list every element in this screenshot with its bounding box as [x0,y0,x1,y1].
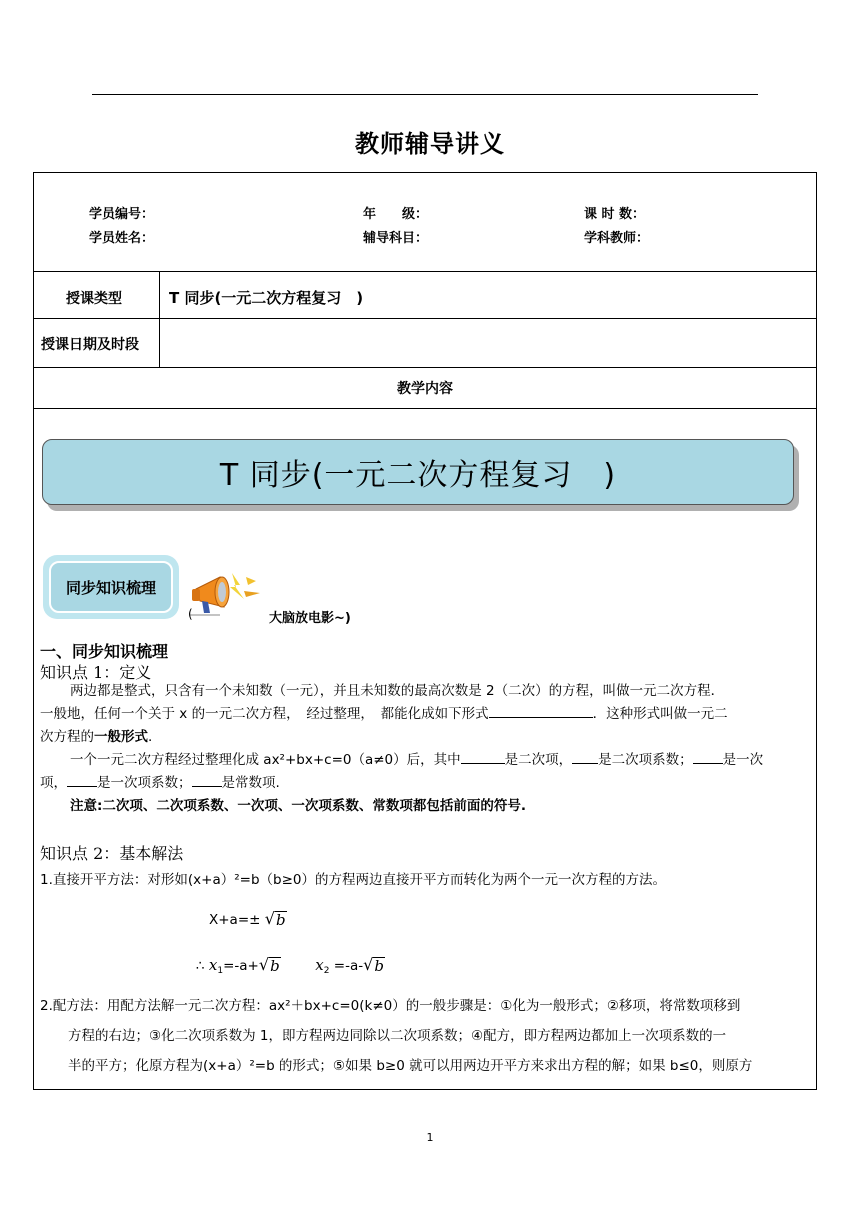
subject-label: 辅导科目： [363,231,429,246]
row-divider [34,408,816,409]
teaching-content-header: 教学内容 [397,381,453,397]
document-title: 教师辅导讲义 [355,130,505,158]
answer-blank[interactable] [489,703,593,718]
megaphone-icon [190,571,264,619]
student-name-label: 学员姓名： [89,231,155,246]
lesson-table [33,172,817,1090]
knowledge-point-2-title: 知识点 2：基本解法 [40,844,184,863]
teacher-label: 学科教师： [584,231,650,246]
answer-blank[interactable] [693,749,723,764]
badge-tagline: 大脑放电影~) [269,611,351,626]
answer-blank[interactable] [67,772,97,787]
section-heading: 一、同步知识梳理 [40,642,169,661]
equation-2: ∴ $x_1=-a+$ √ b $x_2 =-a-$ √ b [196,955,384,976]
page-number: 1 [426,1131,434,1144]
lesson-type-value: T 同步(一元二次方程复习 ) [169,289,364,307]
method-2-text: 2.配方法：用配方法解一元二次方程：ax²＋bx+c=0(k≠0）的一般步骤是：①化为一般形式；②移项，将常数项移到 方程的右边；③化二次项系数为 1，即方程两边同除以二次项系数；④配方，即方程两边都加上一次项系数的一 半的平方；化原方程为(x+a）²=b 的形式；⑤如果 b≥0 就可以用两边开平方来求出方程的解；如果 b≤0，则原方 [40,998,753,1074]
hours-label: 课 时 数： [584,207,646,222]
answer-blank[interactable] [192,772,222,787]
student-id-label: 学员编号： [89,207,155,222]
lesson-banner [42,439,794,505]
column-divider [159,271,160,367]
answer-blank[interactable] [461,749,505,764]
equation-1: X+a=± √ b [209,909,286,929]
lesson-type-label: 授课类型 [66,291,122,307]
definition-paragraph: 两边都是整式，只含有一个未知数（一元），并且未知数的最高次数是 2（二次）的方程，叫做一元二次方程． 一般地，任何一个关于 x 的一元二次方程， 经过整理， 都能化成如下形式 ．这种形式叫做一元二 次方程的一般形式. [40,683,728,745]
lesson-date-label: 授课日期及时段 [41,337,139,353]
section-badge [43,555,179,619]
grade-label: 年 级： [363,207,429,222]
section-badge-label: 同步知识梳理 [65,578,156,597]
general-form-paragraph: 一个一元二次方程经过整理化成 ax²+bx+c=0（a≠0）后，其中 是二次项， 是二次项系数； 是一次 项， 是一次项系数； 是常数项. [40,749,810,795]
row-divider [34,318,816,319]
header-rule [92,94,758,95]
banner-title: T 同步(一元二次方程复习 ) [219,458,617,493]
badge-paren: ( [188,607,193,621]
method-1-text: 1.直接开平方法：对形如(x+a）²=b（b≥0）的方程两边直接开平方而转化为两个一元一次方程的方法。 [40,872,666,888]
knowledge-point-1-title: 知识点 1：定义 [40,663,152,682]
note-paragraph: 注意:二次项、二次项系数、一次项、一次项系数、常数项都包括前面的符号. [70,798,527,814]
row-divider [34,271,816,272]
row-divider [34,367,816,368]
answer-blank[interactable] [572,749,598,764]
